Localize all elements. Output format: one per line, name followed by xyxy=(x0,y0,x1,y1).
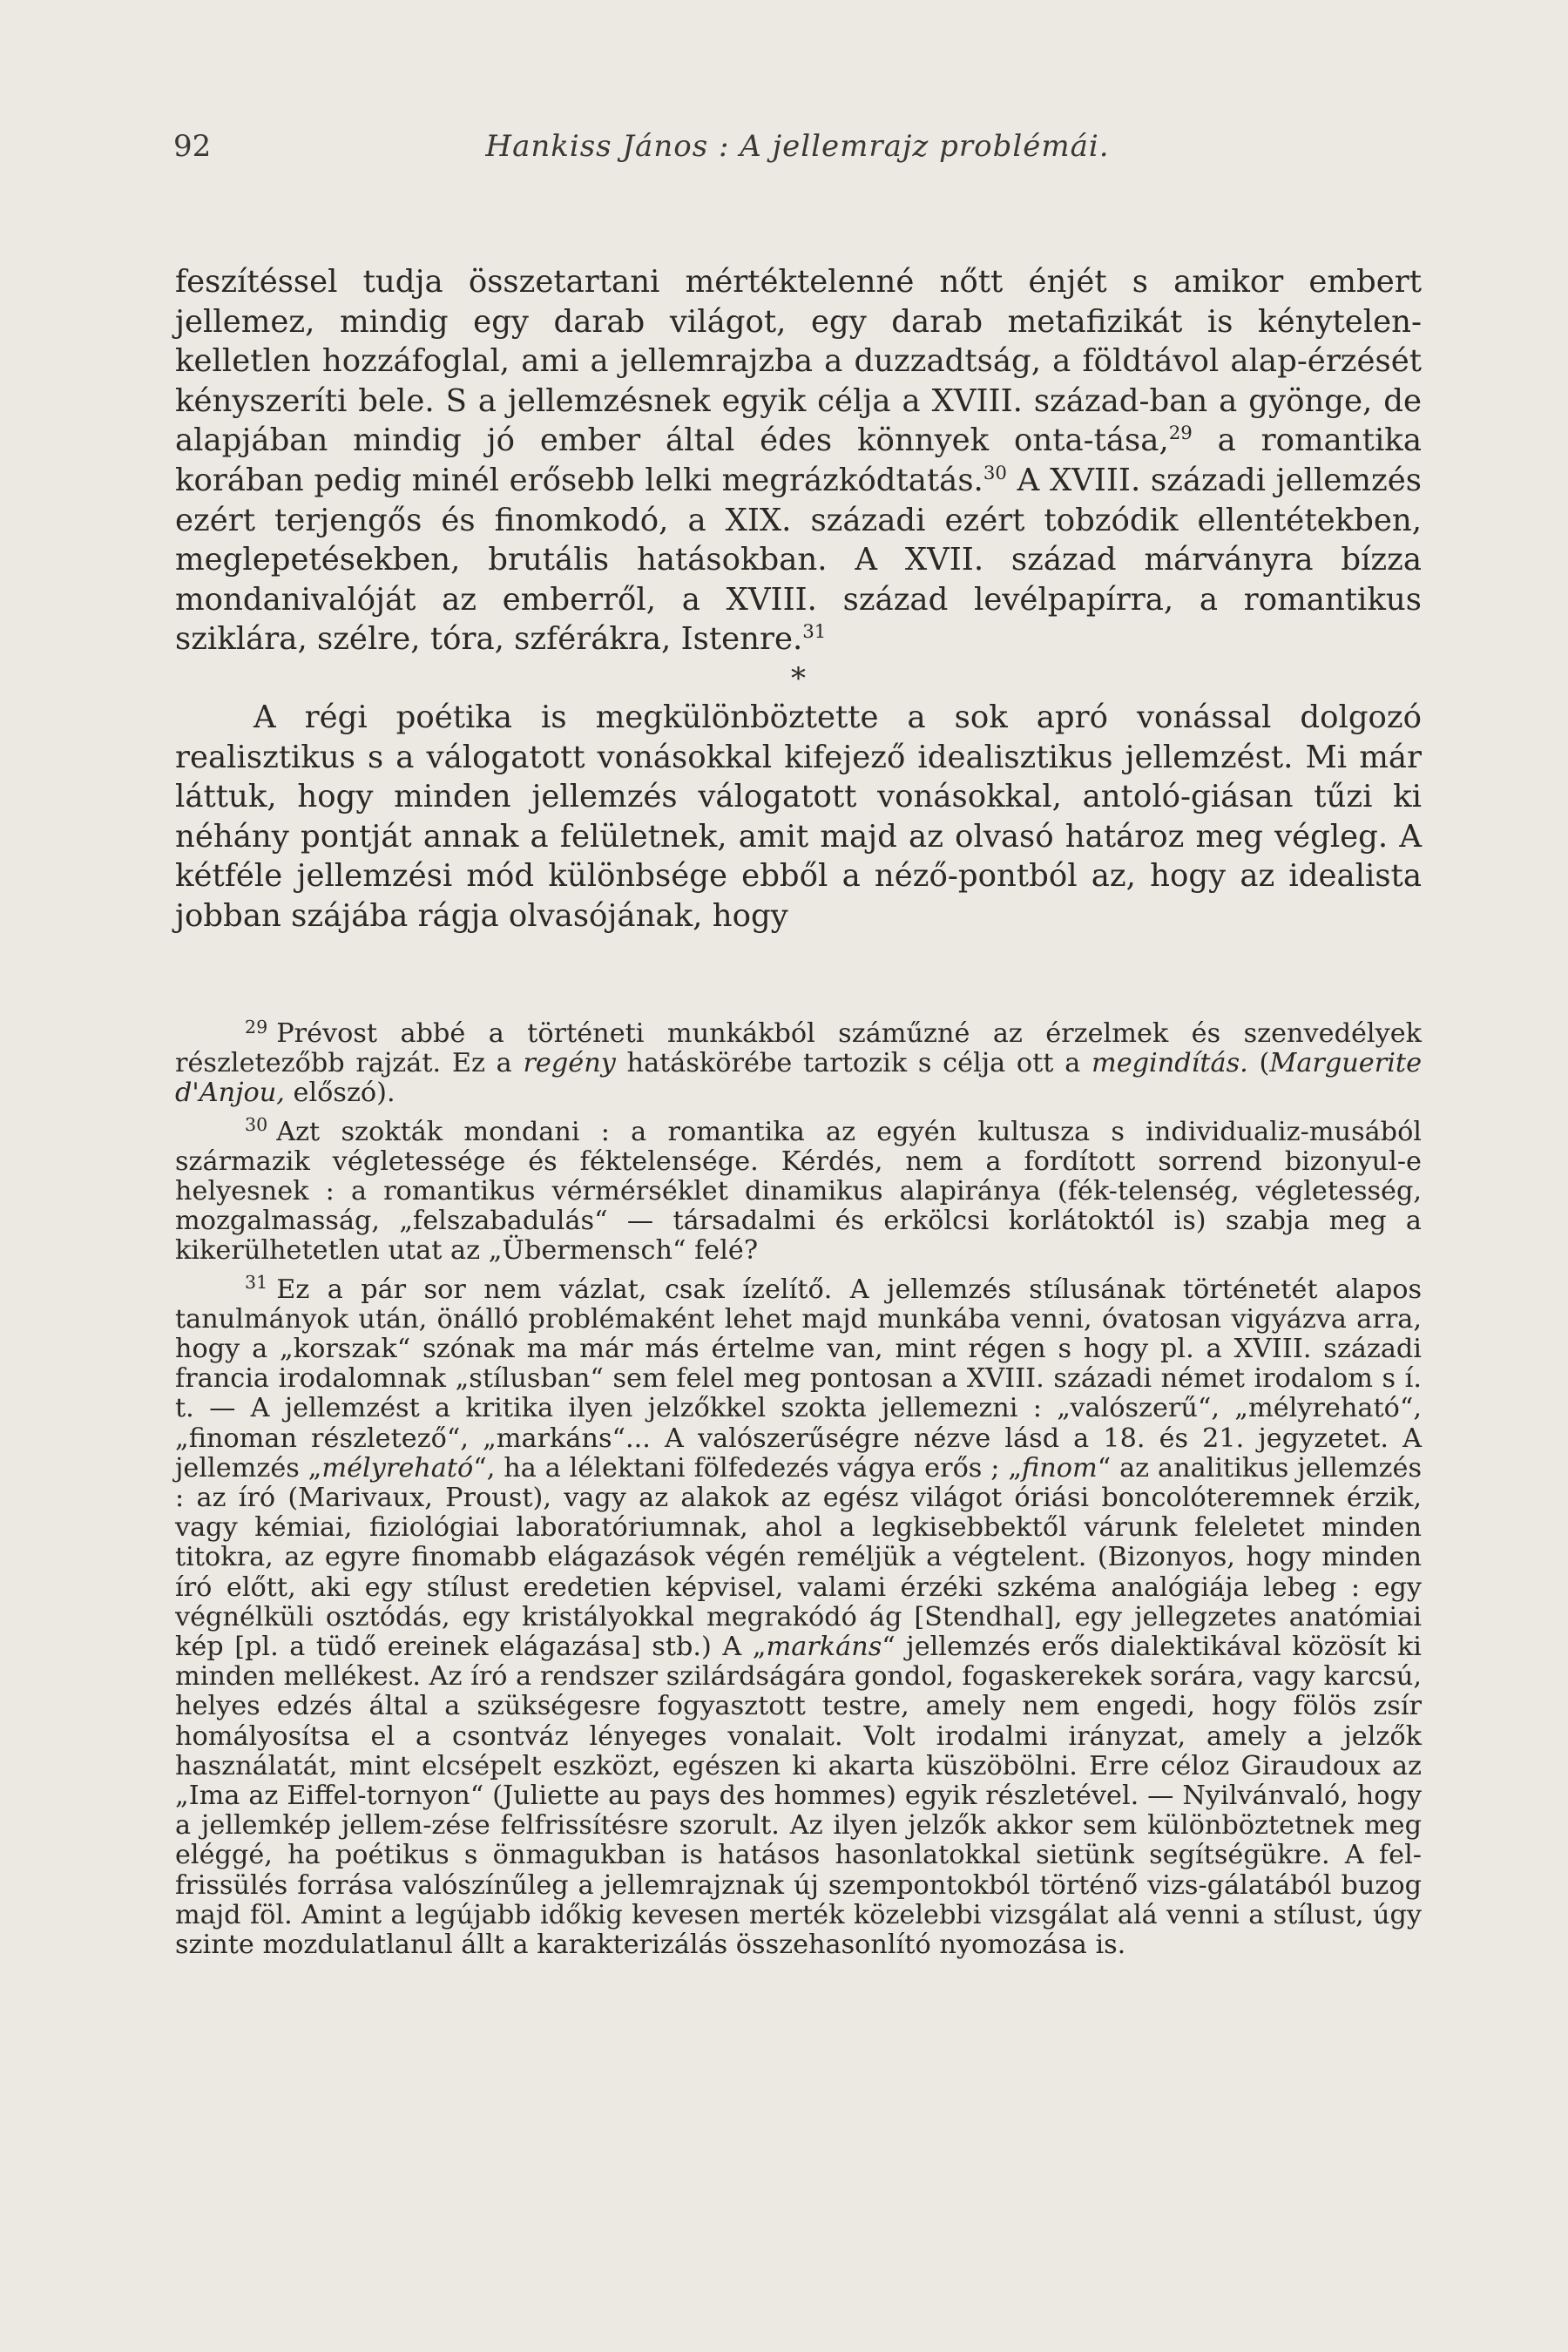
footnote-29 xyxy=(175,1016,1422,1109)
footnote-31-italic-1: mélyreható xyxy=(321,1452,474,1484)
paragraph-1-part-1: feszítéssel tudja összetartani mértéktelenné nőtt énjét s amikor embert jellemez, mindig egy darab világot, egy darab metafizikát is kénytelen-kelletlen hozzáfoglal, ami a jellemrajzba a duzzadtság, a földtávol alap-érzését kényszeríti bele. S a jellemzésnek egyik célja a XVIII. század-ban a gyönge, de alapjában mindig jó ember által édes könnyek onta-tása, xyxy=(175,264,1422,459)
footnote-ref-30: 30 xyxy=(983,463,1007,485)
footnote-31-text-2: “, ha a lélektani fölfedezés vágya erős ; „ xyxy=(473,1452,1023,1484)
running-title: Hankiss János : A jellemrajz problémái. xyxy=(485,129,1110,164)
footnote-31-italic-3: markáns xyxy=(766,1632,882,1663)
page-header xyxy=(173,129,1422,181)
footnote-31-italic-2: finom xyxy=(1022,1452,1098,1484)
footnote-29-text-2: hatáskörébe tartozik s célja ott a xyxy=(615,1048,1092,1079)
paragraph-1-part-3: A XVIII. századi jellemzés ezért terjengős és finomkodó, a XIX. századi ezért tobzódik ellentétekben, meglepetésekben, brutális hatásokban. A XVII. század márványra bízza mondanivalóját az emberről, a XVIII. század levélpapírra, a romantikus sziklára, szélre, tóra, szférákra, Istenre. xyxy=(175,462,1422,658)
footnote-ref-31: 31 xyxy=(802,621,827,644)
footnote-29-italic-1: regény xyxy=(523,1048,616,1079)
footnote-31-number: 31 xyxy=(245,1272,268,1294)
paragraph-2: A régi poétika is megkülönböztette a sok apró vonással dolgozó realisztikus s a válogatott vonásokkal kifejező idealisztikus jellemzést. Mi már láttuk, hogy minden jellemzés válogatott vonásokkal, antoló-giásan tűzi ki néhány pontját annak a felületnek, amit majd az olvasó határoz meg végleg. A kétféle jellemzési mód különbsége ebből a néző-pontból az, hogy az idealista jobban szájába rágja olvasójának, hogy xyxy=(175,699,1422,934)
footnote-29-text-1: Prévost abbé a történeti munkákból száműzné az érzelmek és szenvedélyek részletezőbb rajzát. Ez a xyxy=(175,1018,1422,1079)
footnote-29-number: 29 xyxy=(245,1016,268,1037)
footnote-ref-29: 29 xyxy=(1168,422,1193,445)
paragraph-1 xyxy=(175,262,1422,659)
footnote-31-text-1: Ez a pár sor nem vázlat, csak ízelítő. A jellemzés stílusának történetét alapos tanulmányok után, önálló problémaként lehet majd munkába venni, óvatosan vigyázva arra, hogy a „korszak“ szónak ma már más értelme van, mint régen s hogy pl. a XVIII. századi francia irodalomnak „stílusban“ sem felel meg pontosan a XVIII. századi német irodalom s í. t. — A jellemzést a kritika ilyen jelzőkkel szokta jellemezni : „valószerű“, „mélyreható“, „finoman részletező“, „markáns“... A valószerűségre nézve lásd a 18. és 21. jegyzetet. A jellemzés „ xyxy=(175,1274,1422,1484)
main-text xyxy=(175,262,1422,936)
footnote-29-text-3: ( xyxy=(1247,1048,1270,1079)
footnote-31-text-3: “ az analitikus jellemzés : az író (Marivaux, Proust), vagy az alakok az egész világot óriási boncolóteremnek érzik, vagy kémiai, fiziológiai laboratóriumnak, ahol a legkisebbektől várunk feleletet minden titokra, az egyre finomabb elágazások végén reméljük a végtelent. (Bizonyos, hogy minden író előtt, aki egy stílust eredetien képvisel, valami érzéki szkéma analógiája lebeg : egy végnélküli osztódás, egy kristályokkal megrakódó ág [Stendhal], egy jellegzetes anatómiai kép [pl. a tüdő ereinek elágazása] stb.) A „ xyxy=(175,1452,1422,1663)
footnotes xyxy=(175,1016,1422,1961)
footnote-30-text: Azt szokták mondani : a romantika az egyén kultusza s individualiz-musából származik végletessége és féktelensége. Kérdés, nem a fordított sorrend bizonyul-e helyesnek : a romantikus vérmérséklet dinamikus alapiránya (fék-telenség, végletesség, mozgalmasság, „felszabadulás“ — társadalmi és erkölcsi korlátoktól is) szabja meg a kikerülhetetlen utat az „Übermensch“ felé? xyxy=(175,1116,1422,1267)
paragraph-1-part-2: a romantika korában pedig minél erősebb lelki megrázkódtatás. xyxy=(175,422,1422,498)
footnote-31-text-4: “ jellemzés erős dialektikával közösít ki minden mellékest. Az író a rendszer szilárdságára gondol, fogaskerekek sorára, vagy karcsú, helyes edzés által a szükségesre fogyasztott testre, amely nem engedi, hogy fölös zsír homályosítsa el a csontváz lényeges vonalait. Volt irodalmi irányzat, amely a jelzők használatát, mint elcsépelt eszközt, egészen ki akarta küszöbölni. Erre céloz Giraudoux az „Ima az Eiffel-tornyon“ (Juliette au pays des hommes) egyik részletével. — Nyilvánvaló, hogy a jellemkép jellem-zése felfrissítésre szorult. Az ilyen jelzők akkor sem különböztetnek meg eléggé, ha poétikus s önmagukban is hatásos hasonlatokkal sietünk segítségükre. A fel-frissülés forrása valószínűleg a jellemrajznak új szempontokból történő vizs-gálatából buzog majd föl. Amint a legújabb időkig kevesen merték közelebbi vizsgálat alá venni a stílust, úgy szinte mozdulatlanul állt a karakterizálás összehasonlító nyomozása is. xyxy=(175,1632,1422,1961)
footnote-29-text-4: előszó). xyxy=(284,1078,395,1109)
footnote-29-italic-3: Marguerite d'Anjou, xyxy=(175,1048,1422,1109)
page-number: 92 xyxy=(173,129,212,164)
footnote-30 xyxy=(175,1114,1422,1267)
section-separator: * xyxy=(791,660,806,696)
footnote-30-number: 30 xyxy=(245,1114,268,1136)
footnote-29-italic-2: megindítás. xyxy=(1092,1048,1248,1079)
footnote-31 xyxy=(175,1272,1422,1961)
